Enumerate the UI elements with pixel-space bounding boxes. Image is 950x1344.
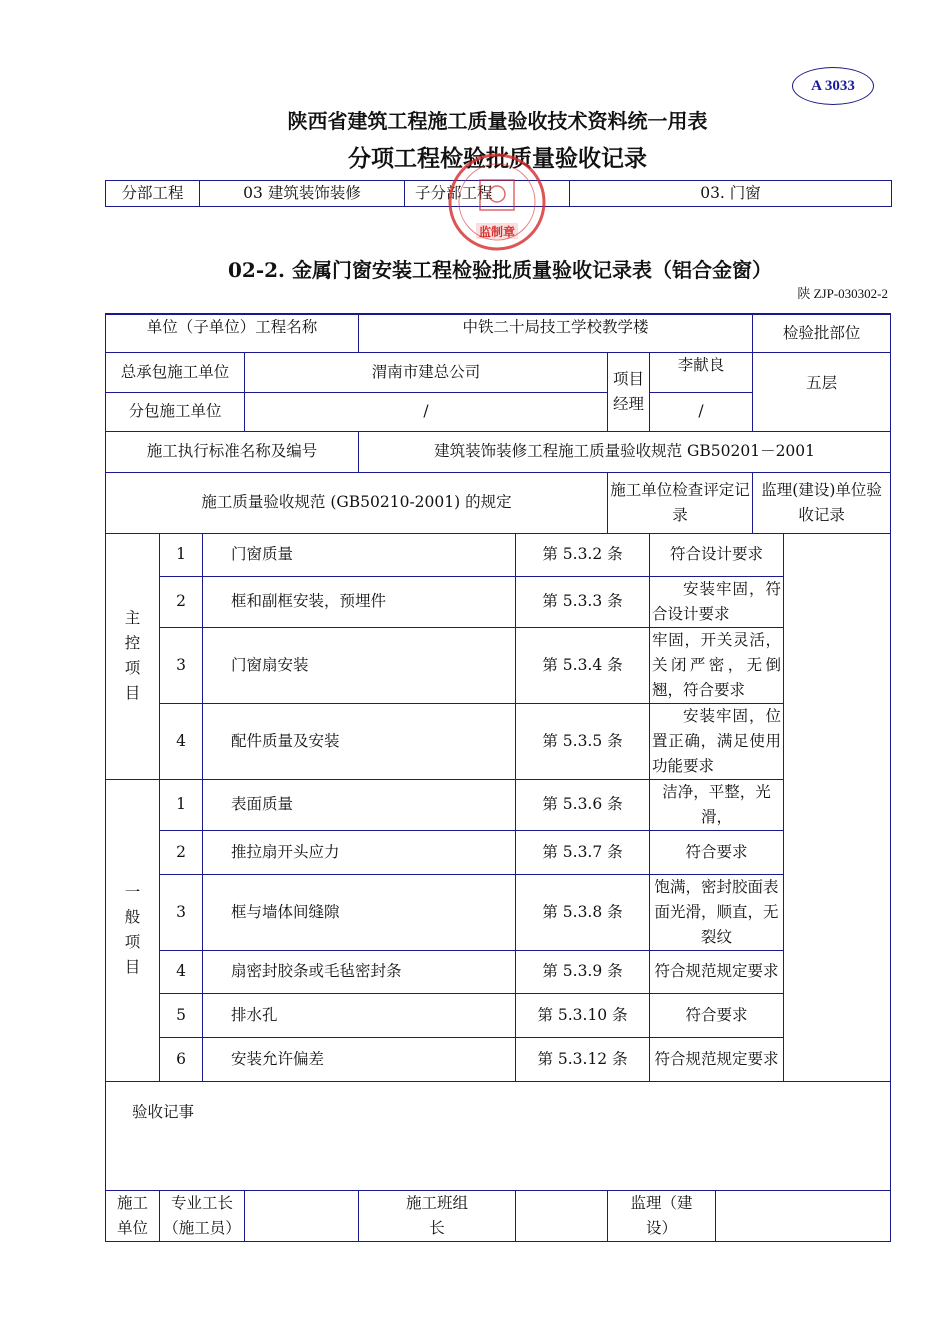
contractor-check-header: 施工单位检查评定记录 (608, 472, 753, 533)
unit-name-label: 单位（子单位）工程名称 (106, 314, 359, 352)
item-name: 表面质量 (203, 779, 516, 830)
table-row-number: 4 (160, 703, 203, 779)
form-number-badge: A 3033 (792, 67, 874, 105)
item-name: 门窗质量 (203, 533, 516, 576)
supervisor-label: 监理（建设） (608, 1190, 716, 1241)
item-result: 饱满，密封胶面表面光滑，顺直，无裂纹 (650, 874, 784, 950)
table-row-number: 3 (160, 874, 203, 950)
item-result: 符合设计要求 (650, 533, 784, 576)
standard-label: 施工执行标准名称及编号 (106, 431, 359, 472)
seal-label: 监制章 (478, 225, 516, 239)
item-clause: 第 5.3.8 条 (516, 874, 650, 950)
item-name: 框与墙体间缝隙 (203, 874, 516, 950)
general-group-label: 一般项目 (106, 779, 160, 1081)
item-clause: 第 5.3.2 条 (516, 533, 650, 576)
table-row-number: 2 (160, 576, 203, 627)
item-name: 排水孔 (203, 993, 516, 1037)
item-name: 门窗扇安装 (203, 627, 516, 703)
table-row-number: 5 (160, 993, 203, 1037)
spec-column-header: 施工质量验收规范 (GB50210-2001) 的规定 (106, 472, 608, 533)
item-result: 牢固，开关灵活，关闭严密，无倒翘，符合要求 (650, 627, 784, 703)
subcontractor-value: / (245, 392, 608, 431)
item-clause: 第 5.3.9 条 (516, 950, 650, 993)
item-name: 框和副框安装，预埋件 (203, 576, 516, 627)
item-clause: 第 5.3.5 条 (516, 703, 650, 779)
contractor-value: 渭南市建总公司 (245, 352, 608, 392)
unit-name-value: 中铁二十局技工学校教学楼 (359, 314, 753, 352)
subdivision-value: 03. 门窗 (570, 181, 892, 207)
section-title: 02-2. 金属门窗安装工程检验批质量验收记录表（铝合金窗） (228, 258, 772, 282)
item-name: 配件质量及安装 (203, 703, 516, 779)
item-clause: 第 5.3.6 条 (516, 779, 650, 830)
table-row-number: 2 (160, 830, 203, 874)
item-clause: 第 5.3.3 条 (516, 576, 650, 627)
supervision-seal-icon (438, 150, 556, 268)
sub-project-manager-value: / (650, 392, 753, 431)
remarks-label: 验收记事 (132, 1102, 195, 1121)
division-value: 03 建筑装饰装修 (200, 181, 405, 207)
supervisor-check-header: 监理(建设)单位验收记录 (753, 472, 891, 533)
supervisor-record-cell (784, 533, 891, 1081)
item-result: 洁净，平整，光滑， (650, 779, 784, 830)
item-result: 安装牢固，位置正确，满足使用功能要求 (650, 703, 784, 779)
form-code: 陕 ZJP-030302-2 (797, 286, 888, 301)
batch-location-label: 检验批部位 (753, 314, 891, 352)
supervisor-signature (716, 1190, 891, 1241)
item-result: 安装牢固，符合设计要求 (650, 576, 784, 627)
table-row-number: 3 (160, 627, 203, 703)
item-name: 扇密封胶条或毛毡密封条 (203, 950, 516, 993)
table-row-number: 4 (160, 950, 203, 993)
item-name: 安装允许偏差 (203, 1037, 516, 1081)
division-label: 分部工程 (106, 181, 200, 207)
subcontractor-label: 分包施工单位 (106, 392, 245, 431)
main-control-group-label: 主控项目 (106, 533, 160, 779)
inspection-record-table (105, 313, 891, 1242)
document-subtitle: 分项工程检验批质量验收记录 (348, 145, 647, 172)
foreman-label: 专业工长（施工员） (160, 1190, 245, 1241)
item-result: 符合要求 (650, 993, 784, 1037)
item-clause: 第 5.3.10 条 (516, 993, 650, 1037)
item-name: 推拉扇开头应力 (203, 830, 516, 874)
construction-unit-label: 施工单位 (106, 1190, 160, 1241)
document-title: 陕西省建筑工程施工质量验收技术资料统一用表 (287, 109, 708, 133)
item-result: 符合规范规定要求 (650, 950, 784, 993)
project-manager-value: 李献良 (650, 352, 753, 392)
item-clause: 第 5.3.12 条 (516, 1037, 650, 1081)
foreman-signature (245, 1190, 359, 1241)
standard-value: 建筑装饰装修工程施工质量验收规范 GB50201－2001 (359, 431, 891, 472)
item-result: 符合规范规定要求 (650, 1037, 784, 1081)
subdivision-label: 子分部工程 (405, 181, 570, 207)
batch-location-value: 五层 (753, 352, 891, 431)
project-manager-label: 项目经理 (608, 352, 650, 431)
team-leader-label: 施工班组 长 (359, 1190, 516, 1241)
item-clause: 第 5.3.7 条 (516, 830, 650, 874)
table-row-number: 1 (160, 533, 203, 576)
contractor-label: 总承包施工单位 (106, 352, 245, 392)
item-clause: 第 5.3.4 条 (516, 627, 650, 703)
table-row-number: 6 (160, 1037, 203, 1081)
team-leader-signature (516, 1190, 608, 1241)
item-result: 符合要求 (650, 830, 784, 874)
table-row-number: 1 (160, 779, 203, 830)
remarks-cell (106, 1081, 891, 1190)
